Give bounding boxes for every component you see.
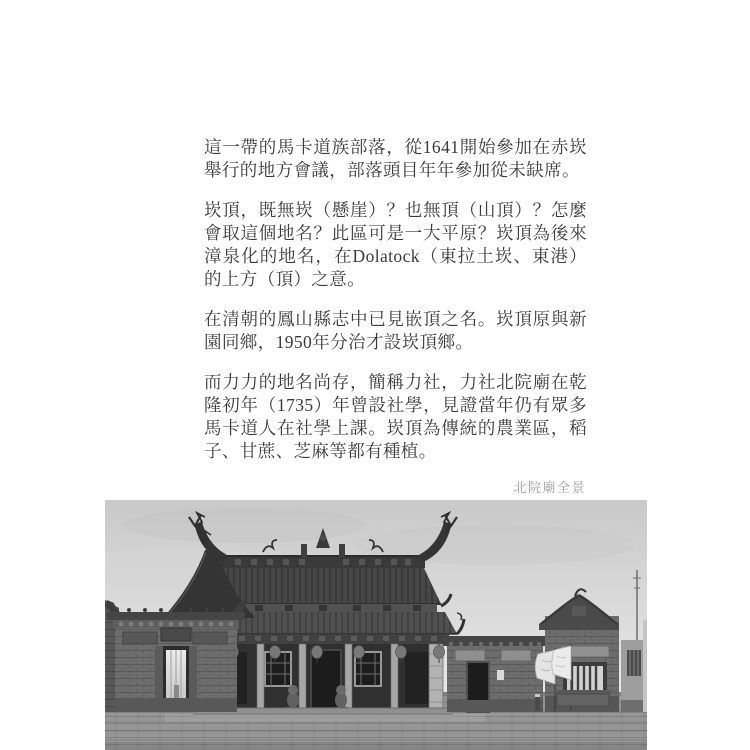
temple-photo <box>105 500 647 750</box>
photo-right-wing <box>443 636 545 712</box>
paragraph-2: 崁頂，既無崁（懸崖）？也無頂（山頂）？怎麼會取這個地名？此區可是一大平原？崁頂為後來漳泉化的地名，在Dolatock（東拉土崁、東港）的上方（頂）之意。 <box>204 200 587 289</box>
photo-bollard <box>535 694 540 711</box>
paragraph-3: 在清朝的鳳山縣志中已見嵌頂之名。崁頂原與新園同鄉，1950年分治才設崁頂鄉。 <box>204 309 587 352</box>
photo-left-gate <box>107 600 246 712</box>
photo-caption: 北院廟全景 <box>513 480 586 495</box>
body-text <box>204 136 587 480</box>
paragraph-4: 而力力的地名尚存，簡稱力社，力社北院廟在乾隆初年（1735）年曾設社學，見證當年仍有眾多馬卡道人在社學上課。崁頂為傳統的農業區，稻子、甘蔗、芝麻等都有種植。 <box>204 372 587 461</box>
paragraph-1: 這一帶的馬卡道族部落，從1641開始參加在赤崁舉行的地方會議，部落頭目年年參加從未缺席。 <box>204 137 587 180</box>
